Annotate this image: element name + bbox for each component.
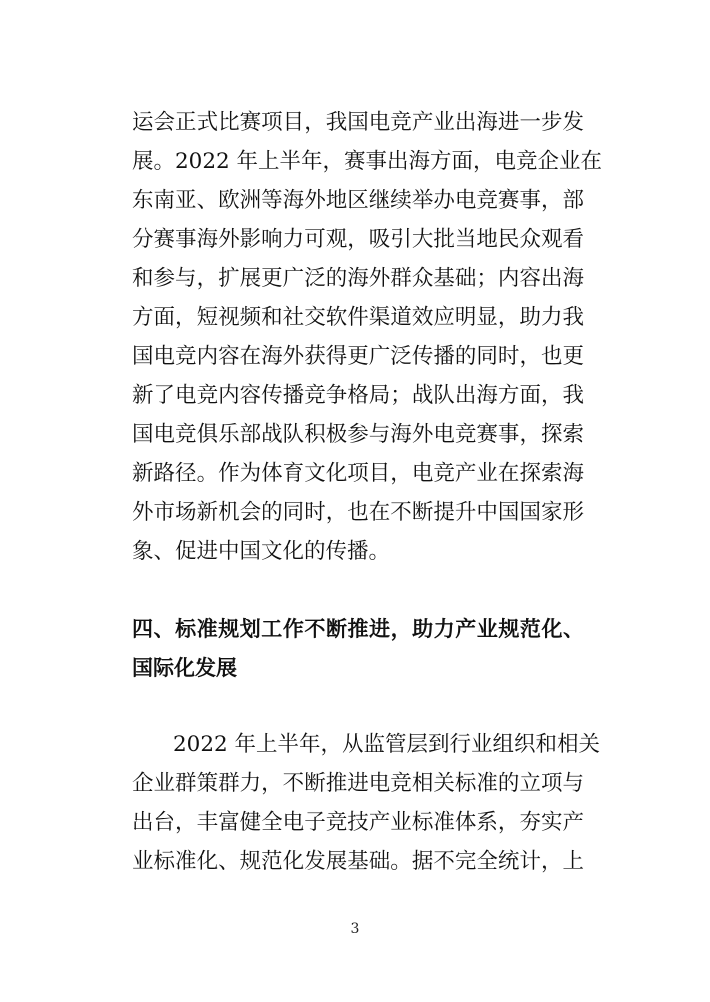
section-heading: 四、标准规划工作不断推进，助力产业规范化、 [132, 617, 584, 641]
body-text-line: 国电竞俱乐部战队积极参与海外电竞赛事，探索 [132, 422, 584, 447]
body-text-line: 企业群策群力，不断推进电竞相关标准的立项与 [132, 771, 584, 796]
body-text-line: 外市场新机会的同时，也在不断提升中国国家形 [132, 500, 584, 525]
body-text-line: 出台，丰富健全电子竞技产业标准体系，夯实产 [132, 810, 584, 835]
body-text-line: 新路径。作为体育文化项目，电竞产业在探索海 [132, 461, 584, 486]
body-text-line: 国电竞内容在海外获得更广泛传播的同时，也更 [132, 344, 584, 369]
body-text-line: 运会正式比赛项目，我国电竞产业出海进一步发 [132, 110, 584, 135]
body-text-line: 和参与，扩展更广泛的海外群众基础；内容出海 [132, 266, 584, 291]
body-text-line: 新了电竞内容传播竞争格局；战队出海方面，我 [132, 383, 584, 408]
body-text-line: 象、促进中国文化的传播。 [132, 539, 391, 564]
body-text-line: 方面，短视频和社交软件渠道效应明显，助力我 [132, 305, 584, 330]
body-text-line: 业标准化、规范化发展基础。据不完全统计，上 [132, 849, 584, 874]
page-number: 3 [350, 921, 360, 937]
section-heading: 国际化发展 [132, 656, 237, 680]
body-text-line: 展。2022 年上半年，赛事出海方面，电竞企业在 [132, 149, 603, 174]
body-text-line: 分赛事海外影响力可观，吸引大批当地民众观看 [132, 227, 584, 252]
body-text-line: 2022 年上半年，从监管层到行业组织和相关 [173, 732, 601, 757]
body-text-line: 东南亚、欧洲等海外地区继续举办电竞赛事，部 [132, 188, 584, 213]
